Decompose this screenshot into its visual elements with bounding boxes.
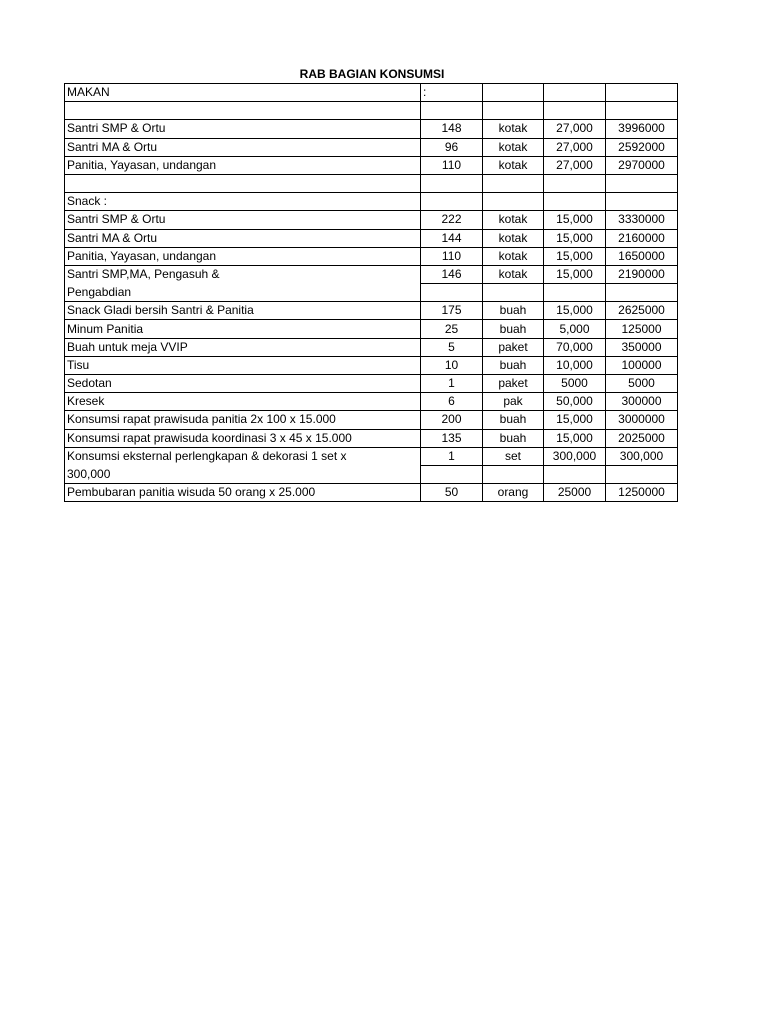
cell-qty: 135 <box>421 429 483 447</box>
cell-qty: : <box>421 84 483 102</box>
table-row <box>65 265 678 283</box>
table-row <box>65 174 678 192</box>
table-row <box>65 484 678 502</box>
cell-total: 350000 <box>606 338 678 356</box>
cell-total: 300000 <box>606 393 678 411</box>
cell-desc: Snack : <box>65 193 421 211</box>
cell-total: 3330000 <box>606 211 678 229</box>
cell-unit: kotak <box>483 156 544 174</box>
cell-desc: Snack Gladi bersih Santri & Panitia <box>65 302 421 320</box>
table-row <box>65 465 678 483</box>
cell-qty <box>421 465 483 483</box>
cell-unit: kotak <box>483 138 544 156</box>
budget-table <box>64 83 678 502</box>
cell-desc: Konsumsi rapat prawisuda panitia 2x 100 x 15.000 <box>65 411 421 429</box>
cell-total: 2025000 <box>606 429 678 447</box>
cell-desc: Santri MA & Ortu <box>65 138 421 156</box>
cell-total <box>606 284 678 302</box>
cell-price: 70,000 <box>544 338 606 356</box>
table-row <box>65 411 678 429</box>
cell-desc: Panitia, Yayasan, undangan <box>65 247 421 265</box>
cell-desc <box>65 102 421 120</box>
cell-unit: paket <box>483 375 544 393</box>
cell-price <box>544 102 606 120</box>
cell-price <box>544 84 606 102</box>
cell-unit: buah <box>483 411 544 429</box>
cell-qty: 144 <box>421 229 483 247</box>
cell-desc <box>65 174 421 192</box>
table-row <box>65 338 678 356</box>
cell-qty: 1 <box>421 447 483 465</box>
cell-total: 2160000 <box>606 229 678 247</box>
cell-price: 15,000 <box>544 247 606 265</box>
cell-price: 15,000 <box>544 411 606 429</box>
cell-qty: 10 <box>421 356 483 374</box>
cell-unit: pak <box>483 393 544 411</box>
cell-desc: Santri MA & Ortu <box>65 229 421 247</box>
cell-desc: 300,000 <box>65 465 421 483</box>
cell-unit <box>483 193 544 211</box>
table-row <box>65 193 678 211</box>
cell-desc: Pembubaran panitia wisuda 50 orang x 25.000 <box>65 484 421 502</box>
cell-desc: Sedotan <box>65 375 421 393</box>
cell-total <box>606 174 678 192</box>
table-row <box>65 211 678 229</box>
budget-table-body <box>65 84 678 502</box>
cell-total: 100000 <box>606 356 678 374</box>
cell-total: 1250000 <box>606 484 678 502</box>
cell-qty: 50 <box>421 484 483 502</box>
cell-price: 300,000 <box>544 447 606 465</box>
cell-qty: 25 <box>421 320 483 338</box>
cell-unit: orang <box>483 484 544 502</box>
cell-qty: 1 <box>421 375 483 393</box>
cell-unit: buah <box>483 302 544 320</box>
cell-unit <box>483 465 544 483</box>
cell-total: 3000000 <box>606 411 678 429</box>
table-row <box>65 429 678 447</box>
cell-price: 15,000 <box>544 429 606 447</box>
cell-unit: kotak <box>483 247 544 265</box>
cell-unit <box>483 174 544 192</box>
table-row <box>65 284 678 302</box>
table-row <box>65 247 678 265</box>
cell-desc: MAKAN <box>65 84 421 102</box>
cell-qty: 96 <box>421 138 483 156</box>
cell-price: 15,000 <box>544 229 606 247</box>
cell-desc: Buah untuk meja VVIP <box>65 338 421 356</box>
cell-unit <box>483 284 544 302</box>
table-row <box>65 356 678 374</box>
cell-price <box>544 465 606 483</box>
cell-total: 2592000 <box>606 138 678 156</box>
cell-price: 50,000 <box>544 393 606 411</box>
cell-price: 27,000 <box>544 156 606 174</box>
cell-unit: buah <box>483 429 544 447</box>
cell-price: 27,000 <box>544 120 606 138</box>
cell-price: 15,000 <box>544 302 606 320</box>
cell-total: 300,000 <box>606 447 678 465</box>
table-row <box>65 84 678 102</box>
cell-unit <box>483 102 544 120</box>
cell-price <box>544 193 606 211</box>
cell-price: 25000 <box>544 484 606 502</box>
cell-total: 5000 <box>606 375 678 393</box>
cell-qty: 175 <box>421 302 483 320</box>
cell-qty: 5 <box>421 338 483 356</box>
table-row <box>65 447 678 465</box>
cell-qty <box>421 102 483 120</box>
cell-qty: 110 <box>421 156 483 174</box>
cell-total: 1650000 <box>606 247 678 265</box>
cell-total <box>606 84 678 102</box>
table-row <box>65 138 678 156</box>
cell-total: 2625000 <box>606 302 678 320</box>
cell-desc: Santri SMP,MA, Pengasuh & <box>65 265 421 283</box>
table-row <box>65 229 678 247</box>
table-row <box>65 102 678 120</box>
cell-qty: 146 <box>421 265 483 283</box>
cell-price: 15,000 <box>544 265 606 283</box>
table-row <box>65 320 678 338</box>
cell-qty: 6 <box>421 393 483 411</box>
cell-unit: paket <box>483 338 544 356</box>
cell-desc: Kresek <box>65 393 421 411</box>
table-row <box>65 156 678 174</box>
cell-unit: kotak <box>483 120 544 138</box>
cell-desc: Minum Panitia <box>65 320 421 338</box>
cell-qty <box>421 174 483 192</box>
cell-price: 5000 <box>544 375 606 393</box>
cell-qty: 148 <box>421 120 483 138</box>
cell-unit: buah <box>483 356 544 374</box>
cell-total <box>606 102 678 120</box>
cell-total: 125000 <box>606 320 678 338</box>
cell-price: 27,000 <box>544 138 606 156</box>
cell-price <box>544 174 606 192</box>
cell-desc: Panitia, Yayasan, undangan <box>65 156 421 174</box>
cell-qty <box>421 193 483 211</box>
cell-total <box>606 465 678 483</box>
cell-desc: Konsumsi rapat prawisuda koordinasi 3 x 45 x 15.000 <box>65 429 421 447</box>
cell-desc: Santri SMP & Ortu <box>65 120 421 138</box>
cell-unit: set <box>483 447 544 465</box>
cell-price <box>544 284 606 302</box>
cell-desc: Santri SMP & Ortu <box>65 211 421 229</box>
page-title: RAB BAGIAN KONSUMSI <box>299 67 445 81</box>
cell-price: 5,000 <box>544 320 606 338</box>
cell-unit: kotak <box>483 211 544 229</box>
cell-price: 15,000 <box>544 211 606 229</box>
cell-qty <box>421 284 483 302</box>
cell-desc: Tisu <box>65 356 421 374</box>
cell-qty: 110 <box>421 247 483 265</box>
cell-qty: 200 <box>421 411 483 429</box>
cell-total: 3996000 <box>606 120 678 138</box>
cell-desc: Konsumsi eksternal perlengkapan & dekorasi 1 set x <box>65 447 421 465</box>
table-row <box>65 120 678 138</box>
cell-total: 2970000 <box>606 156 678 174</box>
cell-unit <box>483 84 544 102</box>
cell-total <box>606 193 678 211</box>
cell-unit: kotak <box>483 229 544 247</box>
cell-desc: Pengabdian <box>65 284 421 302</box>
table-row <box>65 393 678 411</box>
cell-unit: kotak <box>483 265 544 283</box>
cell-unit: buah <box>483 320 544 338</box>
cell-price: 10,000 <box>544 356 606 374</box>
table-row <box>65 302 678 320</box>
cell-total: 2190000 <box>606 265 678 283</box>
table-row <box>65 375 678 393</box>
cell-qty: 222 <box>421 211 483 229</box>
